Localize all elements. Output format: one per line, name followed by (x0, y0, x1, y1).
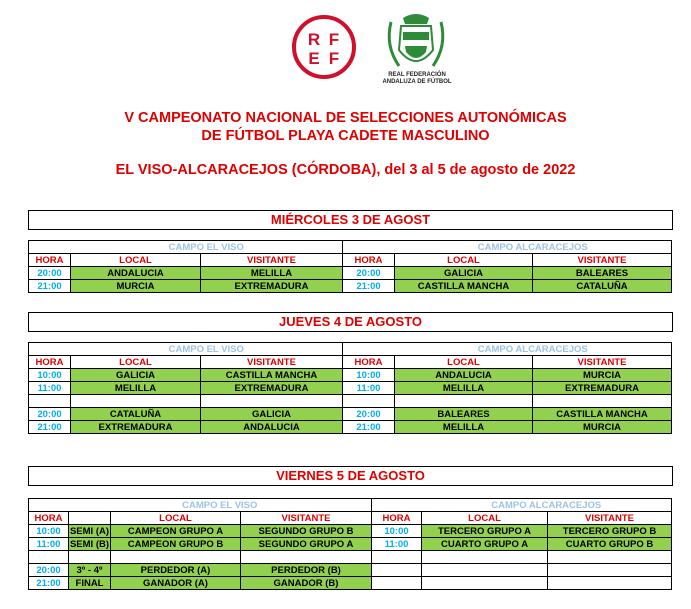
match-row (29, 564, 672, 577)
local-header: LOCAL (71, 254, 201, 267)
event-subtitle: EL VISO-ALCARACEJOS (CÓRDOBA), del 3 al 5 de agosto de 2022 (115, 162, 576, 178)
match-time: 10:00 (372, 525, 422, 538)
match-time: 20:00 (343, 408, 395, 421)
local-team: CASTILLA MANCHA (395, 280, 533, 293)
campo-alcaracejos-label: CAMPO ALCARACEJOS (395, 343, 672, 356)
visitante-header: VISITANTE (533, 356, 672, 369)
visiting-team: CATALUÑA (533, 280, 672, 293)
hora-header: HORA (343, 356, 395, 369)
match-time: 11:00 (29, 538, 69, 551)
visiting-team: SEGUNDO GRUPO B (241, 525, 372, 538)
local-header: LOCAL (395, 356, 533, 369)
title-line-2: DE FÚTBOL PLAYA CADETE MASCULINO (201, 128, 490, 144)
visiting-team: PERDEDOR (B) (241, 564, 372, 577)
visiting-team: CASTILLA MANCHA (533, 408, 672, 421)
local-header: LOCAL (71, 356, 201, 369)
visiting-team: MURCIA (533, 369, 672, 382)
local-team: PERDEDOR (A) (111, 564, 241, 577)
local-team: GANADOR (A) (111, 577, 241, 590)
header-row (29, 512, 672, 525)
match-row (29, 525, 672, 538)
title-line-1: V CAMPEONATO NACIONAL DE SELECCIONES AUTONÓMICAS (124, 110, 567, 126)
local-team: MELILLA (71, 382, 201, 395)
campo-el-viso-label: CAMPO EL VISO (69, 499, 372, 512)
spacer-row (29, 395, 672, 408)
visiting-team: ANDALUCIA (201, 421, 343, 434)
campo-alcaracejos-label: CAMPO ALCARACEJOS (395, 241, 672, 254)
campo-el-viso-label: CAMPO EL VISO (71, 343, 343, 356)
match-time: 21:00 (29, 577, 69, 590)
local-team: MURCIA (71, 280, 201, 293)
match-row (29, 577, 672, 590)
header-row (29, 254, 672, 267)
local-team: CATALUÑA (71, 408, 201, 421)
day-heading-friday: VIERNES 5 DE AGOSTO (28, 466, 673, 486)
local-team: BALEARES (395, 408, 533, 421)
match-row (29, 382, 672, 395)
local-header: LOCAL (422, 512, 548, 525)
visitante-header: VISITANTE (548, 512, 672, 525)
local-team: GALICIA (395, 267, 533, 280)
match-round: FINAL (69, 577, 111, 590)
campo-alcaracejos-label: CAMPO ALCARACEJOS (422, 499, 672, 512)
match-time: 21:00 (343, 280, 395, 293)
visiting-team: TERCERO GRUPO B (548, 525, 672, 538)
spacer-row (29, 551, 672, 564)
visiting-team: GANADOR (B) (241, 577, 372, 590)
day-heading-thursday: JUEVES 4 DE AGOSTO (28, 312, 673, 332)
match-time: 21:00 (343, 421, 395, 434)
campo-row (29, 241, 672, 254)
visitante-header: VISITANTE (201, 254, 343, 267)
andalucia-name-line1: REAL FEDERACIÓN (388, 72, 446, 78)
match-time: 20:00 (29, 564, 69, 577)
local-team: CUARTO GRUPO A (422, 538, 548, 551)
match-time: 21:00 (29, 280, 71, 293)
visiting-team: BALEARES (533, 267, 672, 280)
hora-header: HORA (29, 254, 71, 267)
schedule-table-wednesday (28, 240, 672, 293)
match-time: 10:00 (29, 369, 71, 382)
match-time: 20:00 (343, 267, 395, 280)
svg-text:F: F (328, 30, 340, 49)
visiting-team: EXTREMADURA (201, 280, 343, 293)
local-team: ANDALUCIA (71, 267, 201, 280)
local-team: TERCERO GRUPO A (422, 525, 548, 538)
visiting-team: GALICIA (201, 408, 343, 421)
match-round: 3º - 4º (69, 564, 111, 577)
local-team: GALICIA (71, 369, 201, 382)
andalucia-name-line2: ANDALUZA DE FÚTBOL (382, 79, 452, 85)
schedule-table-friday (28, 498, 672, 590)
andalucia-federation-name (372, 72, 462, 86)
visiting-team: CUARTO GRUPO B (548, 538, 672, 551)
header-row (29, 356, 672, 369)
visitante-header: VISITANTE (533, 254, 672, 267)
match-time: 20:00 (29, 267, 71, 280)
match-round: SEMI (B) (69, 538, 110, 550)
visiting-team: EXTREMADURA (533, 382, 672, 395)
campo-row (29, 499, 672, 512)
local-team: EXTREMADURA (71, 421, 201, 434)
hora-header: HORA (343, 254, 395, 267)
match-time: 11:00 (343, 382, 395, 395)
match-row (29, 267, 672, 280)
match-row (29, 280, 672, 293)
visiting-team: CASTILLA MANCHA (201, 369, 343, 382)
day-heading-wednesday: MIÉRCOLES 3 DE AGOST (28, 210, 673, 230)
match-time: 10:00 (29, 525, 69, 538)
local-team: MELILLA (395, 421, 533, 434)
visiting-team: MURCIA (533, 421, 672, 434)
visitante-header: VISITANTE (201, 356, 343, 369)
hora-header: HORA (372, 512, 422, 525)
visiting-team: SEGUNDO GRUPO A (241, 538, 372, 551)
visiting-team: EXTREMADURA (201, 382, 343, 395)
local-team: CAMPEON GRUPO B (111, 538, 241, 551)
match-time: 10:00 (343, 369, 395, 382)
local-team: CAMPEON GRUPO A (111, 525, 241, 538)
rfef-logo (291, 14, 357, 80)
match-row (29, 369, 672, 382)
match-time: 20:00 (29, 408, 71, 421)
svg-text:E: E (308, 49, 320, 68)
svg-text:F: F (328, 49, 340, 68)
hora-header: HORA (29, 512, 69, 525)
match-time: 11:00 (372, 538, 422, 551)
svg-text:R: R (307, 30, 321, 49)
match-round: SEMI (A) (69, 525, 110, 537)
campo-el-viso-label: CAMPO EL VISO (71, 241, 343, 254)
local-team: ANDALUCIA (395, 369, 533, 382)
match-time: 11:00 (29, 382, 71, 395)
match-row (29, 421, 672, 434)
campo-row (29, 343, 672, 356)
local-header: LOCAL (395, 254, 533, 267)
visitante-header: VISITANTE (241, 512, 372, 525)
match-row (29, 408, 672, 421)
local-header: LOCAL (111, 512, 241, 525)
hora-header: HORA (29, 356, 71, 369)
local-team: MELILLA (395, 382, 533, 395)
match-time: 21:00 (29, 421, 71, 434)
match-row (29, 538, 672, 551)
schedule-table-thursday (28, 342, 672, 434)
visiting-team: MELILLA (201, 267, 343, 280)
